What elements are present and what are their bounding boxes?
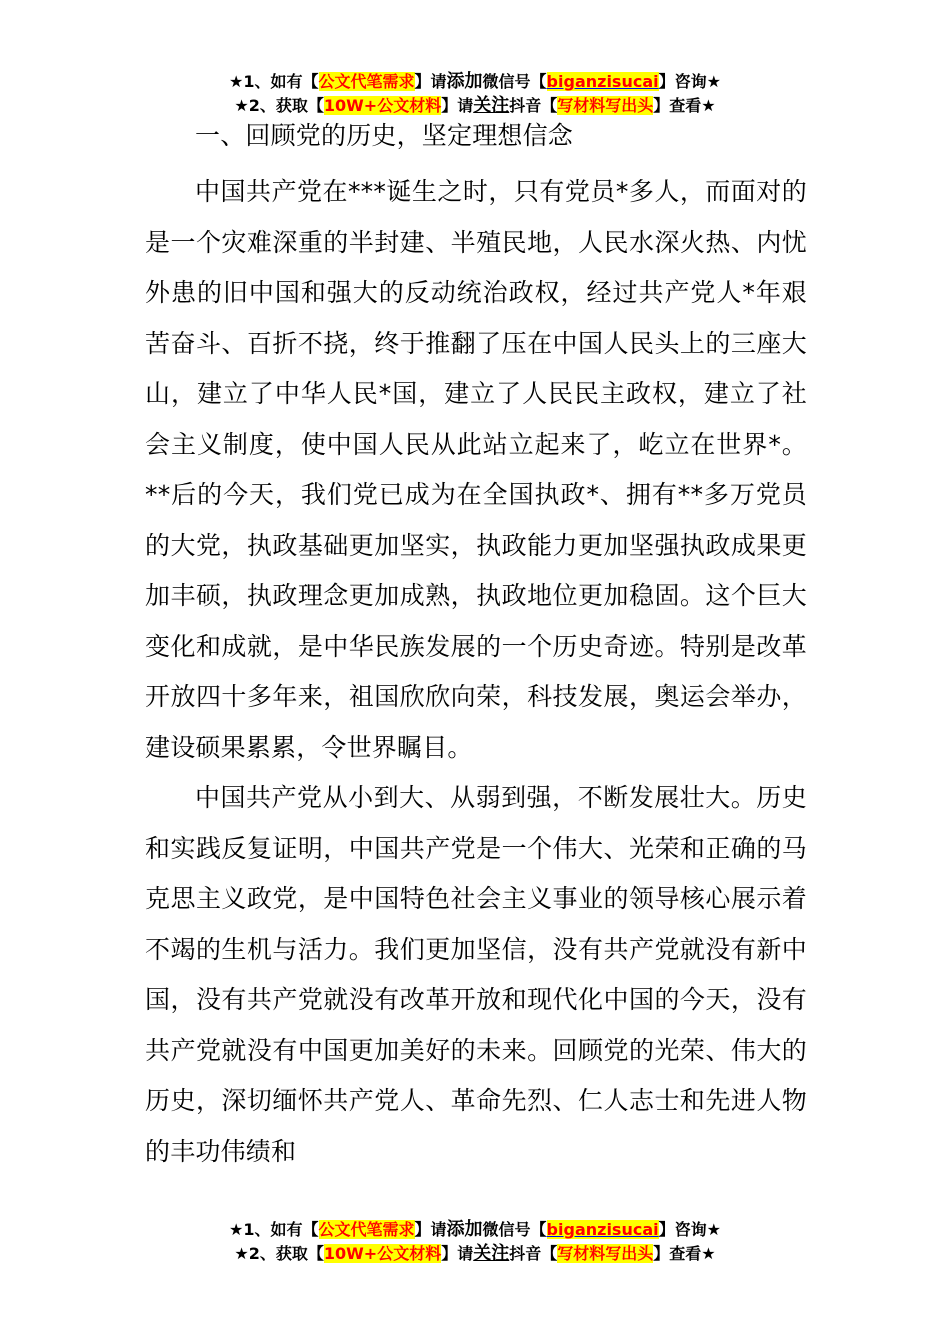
footer-line-1: ★1、如有【公文代笔需求】请添加微信号【biganzisucai】咨询★ [229,1219,721,1240]
footer-douyin-name[interactable]: 写材料写出头 [557,1244,654,1263]
body-paragraph-1: 中国共产党在***诞生之时，只有党员*多人，而面对的是一个灾难深重的半封建、半殖民地，人民水深火热、内忧外患的旧中国和强大的反动统治政权，经过共产党人*年艰苦奋斗、百折不挠，终于推翻了压在中国人民头上的三座大山，建立了中华人民*国，建立了人民民主政权，建立了社会主义制度，使中国人民从此站立起来了，屹立在世界*。**后的今天，我们党已成为在全国执政*、拥有**多万党员的大党，执政基础更加坚实，执政能力更加坚强执政成果更加丰硕，执政理念更加成熟，执政地位更加稳固。这个巨大变化和成就，是中华民族发展的一个历史奇迹。特别是改革开放四十多年来，祖国欣欣向荣，科技发展，奥运会举办，建设硕果累累，令世界瞩目。 [145,177,807,762]
section-heading: 一、回顾党的历史，坚定理想信念 [195,121,574,150]
header-highlight-materials: 10W+公文材料 [323,96,442,115]
footer-highlight-service: 公文代笔需求 [318,1220,415,1239]
header-highlight-service: 公文代笔需求 [318,72,415,91]
document-body [145,117,807,1177]
header-line-1: ★1、如有【公文代笔需求】请添加微信号【biganzisucai】咨询★ [229,71,721,92]
header-douyin-name[interactable]: 写材料写出头 [557,96,654,115]
header-wechat-id-link[interactable]: biganzisucai [546,72,659,91]
footer-line-2: ★2、获取【10W+公文材料】请关注抖音【写材料写出头】查看★ [234,1243,716,1264]
body-paragraph-2: 中国共产党从小到大、从弱到强，不断发展壮大。历史和实践反复证明，中国共产党是一个伟大、光荣和正确的马克思主义政党，是中国特色社会主义事业的领导核心展示着不竭的生机与活力。我们更加坚信，没有共产党就没有新中国，没有共产党就没有改革开放和现代化中国的今天，没有共产党就没有中国更加美好的未来。回顾党的光荣、伟大的历史，深切缅怀共产党人、革命先烈、仁人志士和先进人物的丰功伟绩和 [145,783,807,1166]
header-line-2: ★2、获取【10W+公文材料】请关注抖音【写材料写出头】查看★ [234,95,716,116]
footer-wechat-id-link[interactable]: biganzisucai [546,1220,659,1239]
header-notice [0,70,950,118]
footer-notice [0,1218,950,1266]
footer-highlight-materials: 10W+公文材料 [323,1244,442,1263]
